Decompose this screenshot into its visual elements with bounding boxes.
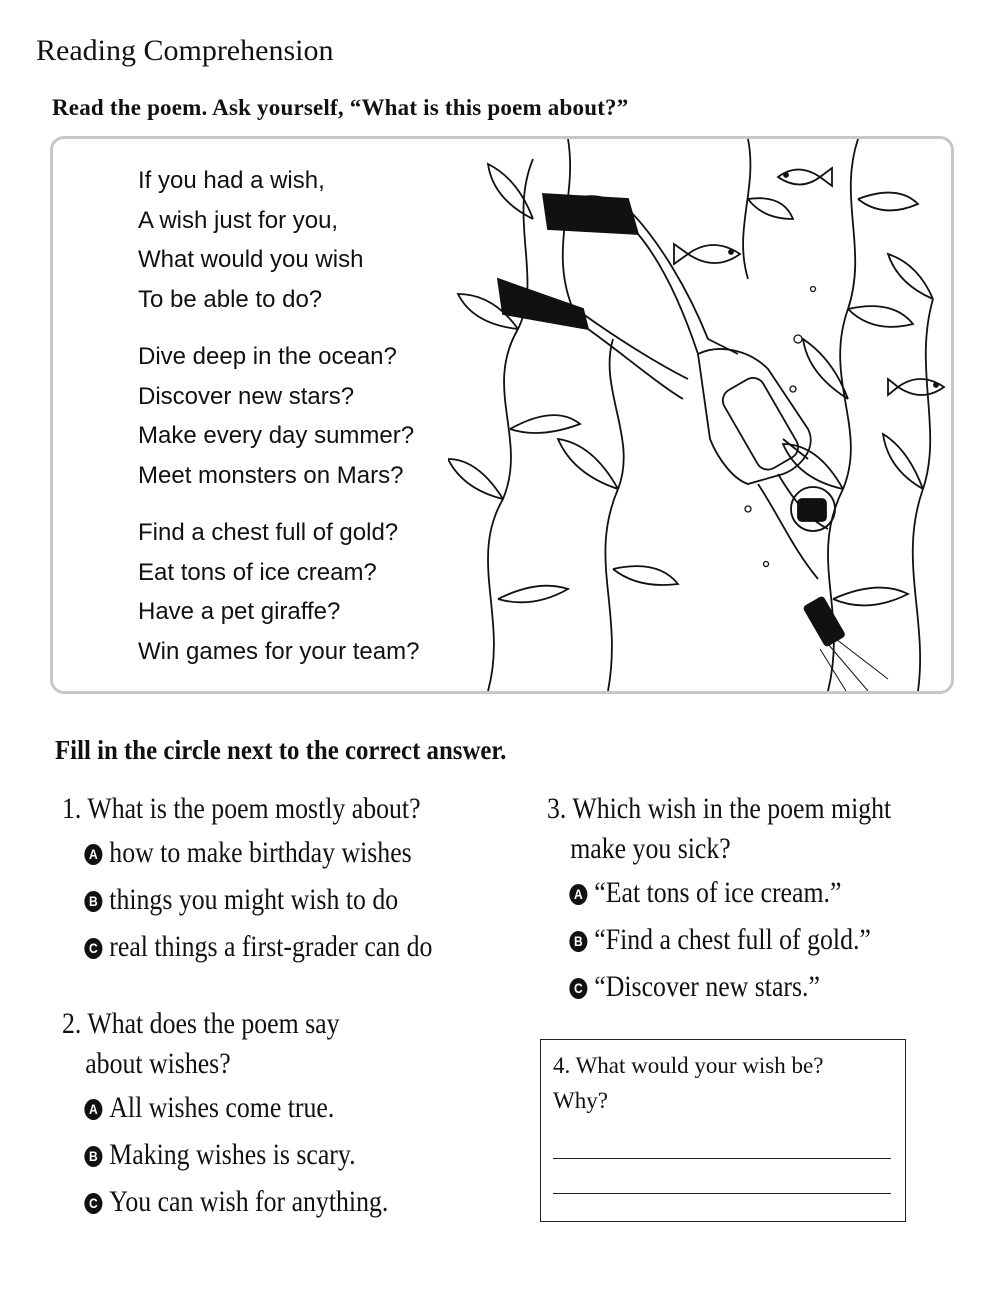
- option-b[interactable]: B Making wishes is scary.: [62, 1131, 388, 1178]
- poem-box: [50, 136, 954, 694]
- poem-line: Meet monsters on Mars?: [138, 461, 404, 489]
- fish-icon: [778, 168, 832, 186]
- question-text: 1. What is the poem mostly about?: [62, 792, 421, 825]
- option-b[interactable]: B “Find a chest full of gold.”: [547, 916, 891, 963]
- poem-line: What would you wish: [138, 246, 364, 273]
- question-number: 3.: [547, 792, 567, 825]
- option-bubble-c[interactable]: C: [84, 938, 102, 959]
- open-question-text: 4. What would your wish be? Why?: [553, 1053, 824, 1113]
- option-a[interactable]: A All wishes come true.: [62, 1084, 388, 1131]
- question-1: [62, 789, 432, 970]
- option-bubble-a[interactable]: A: [84, 1099, 102, 1120]
- poem-line: Eat tons of ice cream?: [138, 558, 377, 586]
- question-text: 3. Which wish in the poem might make you sick?: [547, 792, 892, 865]
- poem-line: Dive deep in the ocean?: [138, 343, 397, 370]
- option-bubble-c[interactable]: C: [84, 1193, 102, 1214]
- kelp-icon: [448, 139, 933, 691]
- answer-instructions: Fill in the circle next to the correct answer.: [55, 735, 507, 765]
- option-b[interactable]: B things you might wish to do: [62, 876, 432, 923]
- option-c[interactable]: C real things a first-grader can do: [62, 923, 432, 970]
- poem-line: If you had a wish,: [138, 167, 325, 194]
- poem-line: Find a chest full of gold?: [138, 519, 399, 546]
- option-c[interactable]: C “Discover new stars.”: [547, 963, 891, 1010]
- fish-icon: [674, 244, 740, 264]
- fish-icon: [888, 379, 944, 395]
- option-bubble-a[interactable]: A: [84, 844, 102, 865]
- poem-instructions: Read the poem. Ask yourself, “What is this poem about?”: [52, 95, 629, 120]
- poem-line: To be able to do?: [138, 285, 323, 313]
- option-c[interactable]: C You can wish for anything.: [62, 1178, 388, 1225]
- option-bubble-c[interactable]: C: [569, 978, 587, 999]
- poem-stanza-1: [138, 161, 419, 319]
- option-a[interactable]: A how to make birthday wishes: [62, 829, 432, 876]
- option-bubble-a[interactable]: A: [569, 884, 587, 905]
- option-bubble-b[interactable]: B: [569, 931, 587, 952]
- option-bubble-b[interactable]: B: [84, 1146, 102, 1167]
- poem-line: A wish just for you,: [138, 206, 339, 234]
- poem-line: Discover new stars?: [138, 382, 355, 410]
- answer-line-1[interactable]: [553, 1158, 891, 1159]
- poem-line: Make every day summer?: [138, 422, 415, 449]
- question-number: 1.: [62, 792, 82, 825]
- open-question-box: [540, 1039, 906, 1222]
- fin-icon: [543, 194, 638, 234]
- scuba-diver-kelp-illustration: [448, 139, 948, 691]
- question-2: [62, 1004, 388, 1225]
- question-number: 2.: [62, 1007, 82, 1040]
- answer-line-2[interactable]: [553, 1193, 891, 1194]
- option-a[interactable]: A “Eat tons of ice cream.”: [547, 869, 891, 916]
- question-text: 2. What does the poem say about wishes?: [62, 1007, 340, 1080]
- option-bubble-b[interactable]: B: [84, 891, 102, 912]
- poem-stanza-3: [138, 513, 419, 671]
- poem-line: Win games for your team?: [138, 637, 420, 665]
- page-title: Reading Comprehension: [36, 34, 334, 67]
- poem-line: Have a pet giraffe?: [138, 598, 341, 625]
- question-3: [547, 789, 891, 1010]
- poem: [138, 161, 419, 689]
- poem-stanza-2: [138, 337, 419, 495]
